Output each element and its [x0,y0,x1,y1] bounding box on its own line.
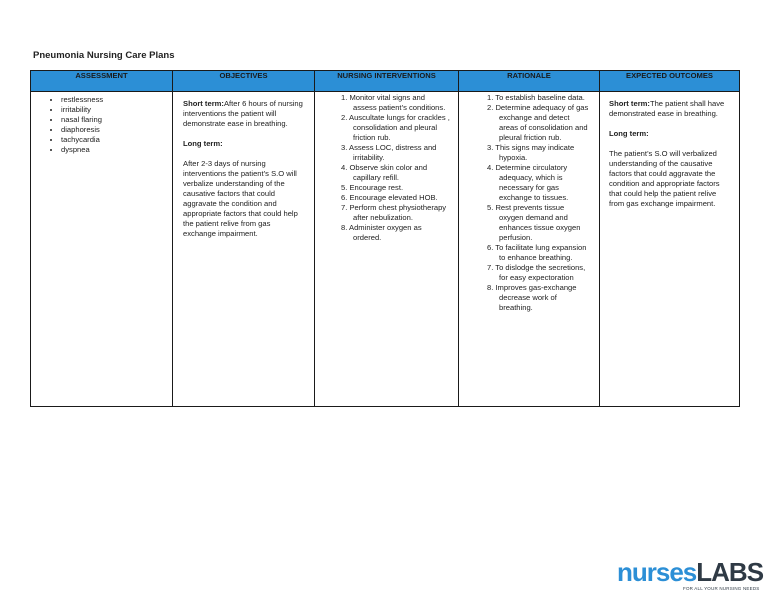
rationale-cell [459,92,600,407]
list-item: 5. Encourage rest. [341,183,404,192]
list-item: 6. To facilitate lung expansion to enhance breathing. [487,243,587,262]
header-assessment: ASSESSMENT [31,71,173,92]
list-item: • nasal flaring [61,115,166,125]
header-nursing-interventions: NURSING INTERVENTIONS [315,71,459,92]
assessment-cell [31,92,173,407]
list-item: 4. Determine circulatory adequacy, which is necessary for gas exchange to tissues. [487,163,569,202]
header-objectives: OBJECTIVES [173,71,315,92]
list-item: • restlessness [61,95,166,105]
short-term-label: Short term: [609,99,650,108]
logo-wordmark [617,557,763,587]
short-term-label: Short term: [183,99,224,108]
list-item: 3. Assess LOC, distress and irritability. [341,143,437,162]
list-item: 7. To dislodge the secretions, for easy expectoration [487,263,586,282]
table-header-row [31,71,740,92]
list-item: 2. Determine adequacy of gas exchange and detect areas of consolidation and pleural friction rub. [487,103,589,142]
objectives-cell [173,92,315,407]
list-item: • tachycardia [61,135,166,145]
care-plan-table [30,70,740,407]
assessment-list [37,95,166,155]
list-item: 4. Observe skin color and capillary refill. [341,163,428,182]
outcomes-short-term [609,99,729,119]
document-title: Pneumonia Nursing Care Plans [33,50,175,61]
list-item: 1. To establish baseline data. [487,93,585,102]
long-term-label: Long term: [183,139,223,148]
list-item: 8. Administer oxygen as ordered. [341,223,422,242]
logo-tagline: FOR ALL YOUR NURSING NEEDS [683,586,760,591]
long-term-text: After 2-3 days of nursing interventions the patient’s S.O will verbalize understanding of the causative factors that could aggravate the condition and appropriate factors that could help the patient relive from gas exchange impairment. [183,159,298,238]
long-term-label: Long term: [609,129,649,138]
list-item: 5. Rest prevents tissue oxygen demand and enhances tissue oxygen perfusion. [487,203,581,242]
list-item: 6. Encourage elevated HOB. [341,193,438,202]
list-item: • irritability [61,105,166,115]
list-item: 7. Perform chest physiotherapy after nebulization. [341,203,447,222]
list-item: 8. Improves gas-exchange decrease work of breathing. [487,283,577,312]
short-term-text: The patient shall have demonstrated ease in breathing. [609,99,725,118]
nurseslabs-logo [617,557,763,593]
objectives-short-term [183,99,304,129]
list-item: • dyspnea [61,145,166,155]
logo-part-labs: LABS [696,557,764,587]
logo-part-nurses: nurses [617,557,697,587]
header-rationale: RATIONALE [459,71,600,92]
short-term-text: After 6 hours of nursing interventions the patient will demonstrate ease in breathing. [183,99,303,128]
interventions-cell [315,92,459,407]
list-item: 2. Auscultate lungs for crackles , consolidation and pleural friction rub. [341,113,450,142]
list-item: 1. Monitor vital signs and assess patient’s conditions. [341,93,446,112]
list-item: • diaphoresis [61,125,166,135]
list-item: 3. This signs may indicate hypoxia. [487,143,575,162]
outcomes-cell [600,92,740,407]
table-row [31,92,740,407]
header-expected-outcomes: EXPECTED OUTCOMES [600,71,740,92]
long-term-text: The patient’s S.O will verbalized understanding of the causative factors that could aggravate the condition and appropriate factors that could help the patient relive from gas exchange impairment. [609,149,720,208]
